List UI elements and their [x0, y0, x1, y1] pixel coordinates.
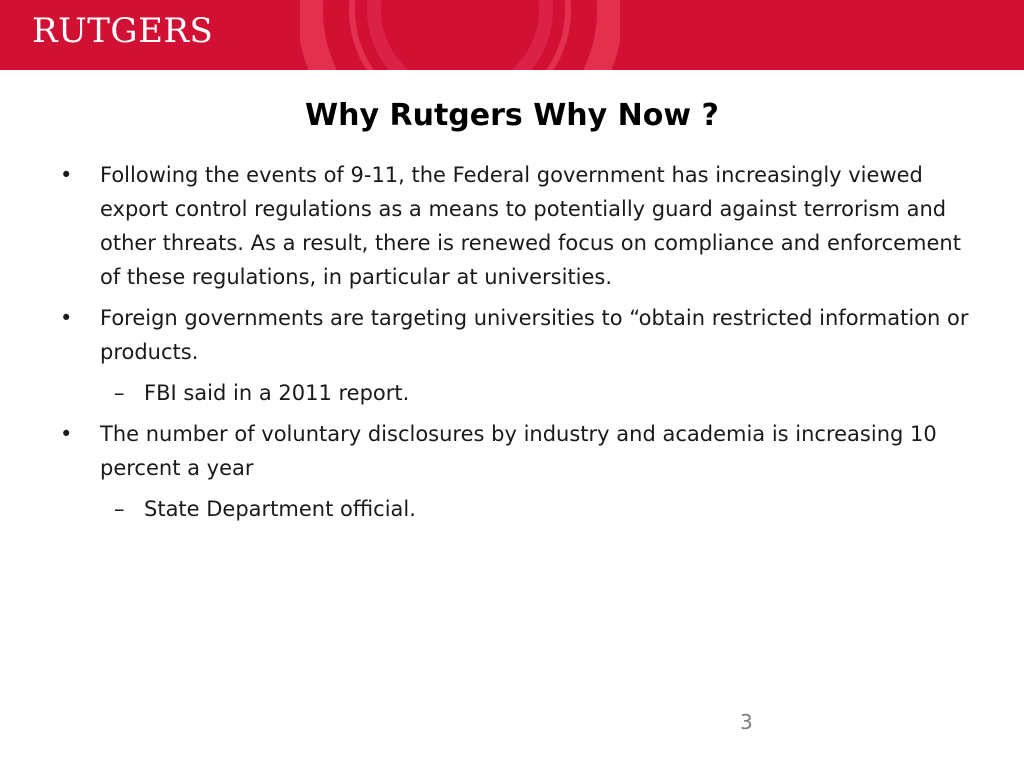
sub-bullet-text: State Department official. [144, 497, 416, 521]
bullet-icon: • [60, 422, 73, 446]
bullet-text: Following the events of 9-11, the Federal government has increasingly viewed export control regulations as a means to potentially guard against terrorism and other threats. As a result, there is renewed focus on compliance and enforcement of these regulations, in particular at universities. [100, 163, 961, 289]
page-number: 3 [740, 710, 753, 734]
sub-bullet-list [100, 492, 970, 526]
sub-bullet-text: FBI said in a 2011 report. [144, 381, 410, 405]
bullet-item [60, 417, 970, 526]
sub-bullet-item [100, 376, 970, 410]
bullet-icon: • [60, 163, 73, 187]
header-band [0, 0, 1024, 70]
bullet-text: Foreign governments are targeting universities to “obtain restricted information or products. [100, 306, 969, 364]
dash-icon: – [114, 381, 125, 405]
sub-bullet-item [100, 492, 970, 526]
slide-title: Why Rutgers Why Now ? [305, 98, 719, 133]
rutgers-logo: RUTGERS [32, 11, 214, 51]
bullet-list [60, 158, 970, 533]
bullet-icon: • [60, 306, 73, 330]
bullet-text: The number of voluntary disclosures by industry and academia is increasing 10 percent a year [100, 422, 937, 480]
seal-watermark-icon [300, 0, 620, 70]
bullet-item [60, 301, 970, 410]
dash-icon: – [114, 497, 125, 521]
sub-bullet-list [100, 376, 970, 410]
bullet-item [60, 158, 970, 294]
